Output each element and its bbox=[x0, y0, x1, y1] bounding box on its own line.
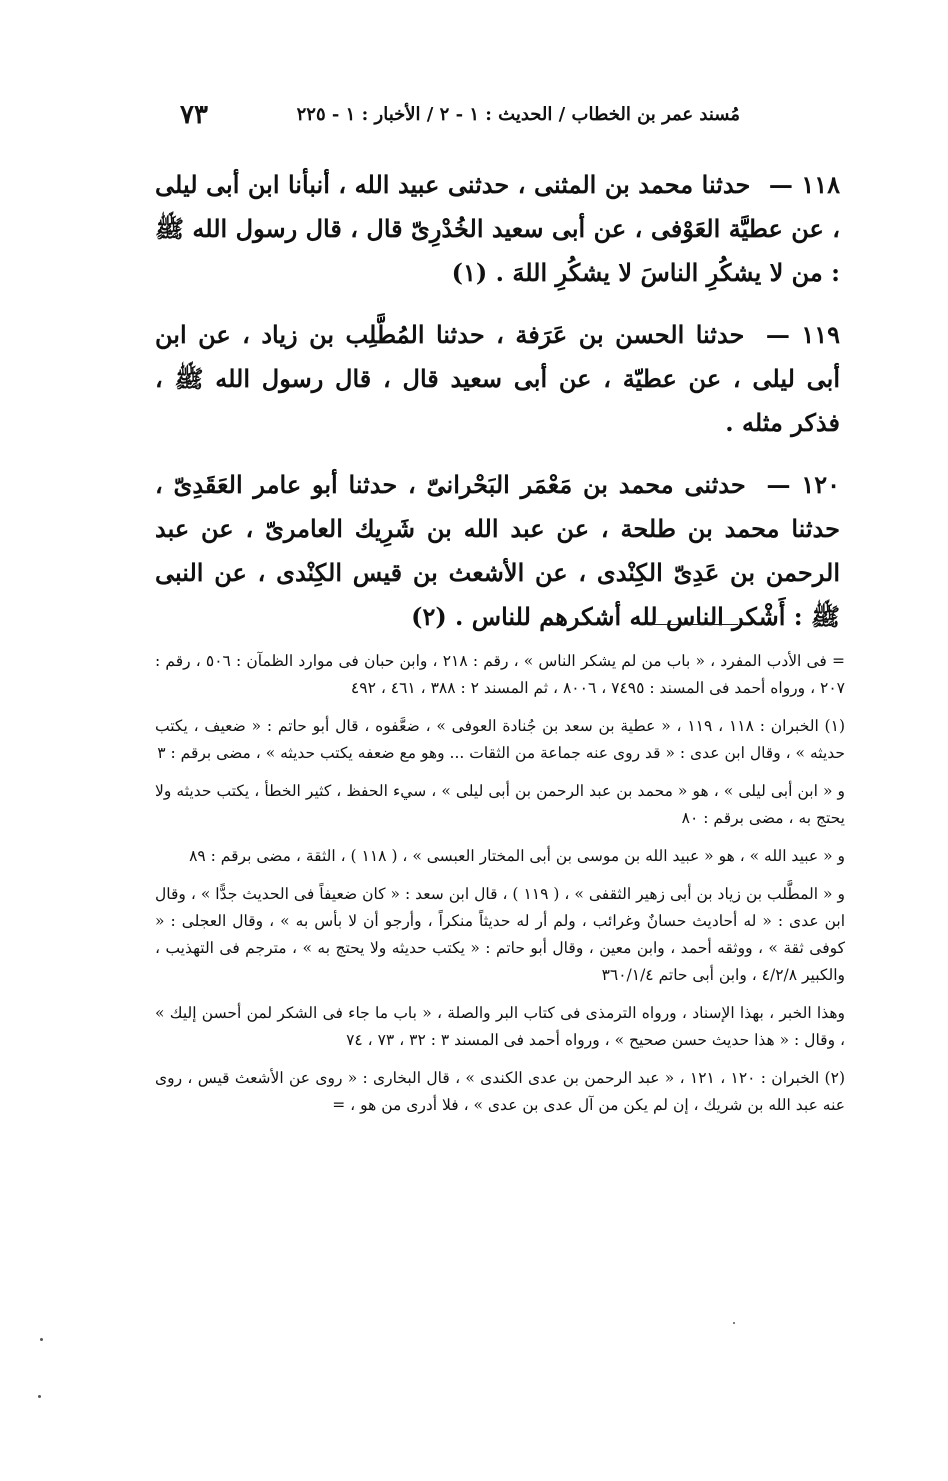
hadith-number: ١١٨ — bbox=[768, 170, 840, 199]
scan-speck bbox=[38, 1395, 41, 1398]
footnote-continuation: = فى الأدب المفرد ، « باب من لم يشكر الناس » ، رقم : ٢١٨ ، وابن حبان فى موارد الظمآن : ٥٠٦ ، رقم : ٢٠٧ ، ورواه أحمد فى المسند : ٧٤٩٥ ، ٨٠٠٦ ، ثم المسند ٢ : ٣٨٨ ، ٤٦١ ، ٤٩٢ bbox=[155, 652, 845, 697]
footnotes bbox=[155, 648, 845, 1130]
footnote-separator bbox=[650, 624, 738, 625]
footnote-1-tirmidhi: وهذا الخبر ، بهذا الإسناد ، ورواه الترمذى فى كتاب البر والصلة ، « باب ما جاء فى الشكر لمن أحسن إليك » ، وقال : « هذا حديث حسن صحيح » ، ورواه أحمد فى المسند ٣ : ٣٢ ، ٧٣ ، ٧٤ bbox=[155, 1004, 845, 1049]
footnote-1-muttalib: و « المطَّلب بن زياد بن أبى زهير الثقفى » ، ( ١١٩ ) ، قال ابن سعد : « كان ضعيفاً فى الحديث جدًّا » ، وقال ابن عدى : « له أحاديث حسانٌ وغرائب ، ولم أر له حديثاً منكراً ، وأرجو أن لا بأس به » ، وقال العجلى : « كوفى ثقة » ، ووثقه أحمد ، وابن معين ، وقال أبو حاتم : « يكتب حديثه ولا يحتج به » ، مترجم فى التهذيب ، والكبير ٤/٢/٨ ، وابن أبى حاتم ٣٦٠/١/٤ bbox=[155, 885, 845, 984]
scan-speck bbox=[40, 1338, 43, 1341]
hadith-118 bbox=[155, 163, 840, 295]
hadith-number: ١١٩ — bbox=[765, 320, 840, 349]
footnote-1-ubaydullah: و « عبيد الله » ، هو « عبيد الله بن موسى بن أبى المختار العبسى » ، ( ١١٨ ) ، الثقة ، مضى برقم : ٨٩ bbox=[189, 847, 845, 865]
page-header bbox=[180, 100, 740, 140]
hadith-text: حدثنا الحسن بن عَرَفة ، حدثنا المُطَّلِب بن زياد ، عن ابن أبى ليلى ، عن عطيّة ، عن أبى سعيد قال ، قال رسول الله ﷺ ، فذكر مثله . bbox=[155, 320, 840, 437]
hadith-text-body bbox=[155, 163, 840, 657]
scan-speck bbox=[733, 1322, 735, 1324]
footnote-2: (٢) الخبران : ١٢٠ ، ١٢١ ، « عبد الرحمن بن عدى الكندى » ، قال البخارى : « روى عن الأشعث قيس ، روى عنه عبد الله بن شريك ، إن لم يكن من آل عدى بن عدى » ، فلا أدرى من هو ، = bbox=[155, 1069, 845, 1114]
hadith-text: حدثنا محمد بن المثنى ، حدثنى عبيد الله ، أنبأنا ابن أبى ليلى ، عن عطيَّة العَوْفى ، عن أبى سعيد الخُدْرِىّ قال ، قال رسول الله ﷺ : من لا يشكُرِ الناسَ لا يشكُرِ اللهَ . (١) bbox=[155, 170, 840, 287]
footnote-1: (١) الخبران : ١١٨ ، ١١٩ ، « عطية بن سعد بن جُنادة العوفى » ، ضعَّفوه ، قال أبو حاتم : « ضعيف ، يكتب حديثه » ، وقال ابن عدى : « قد روى عنه جماعة من الثقات ... وهو مع ضعفه يكتب حديثه » ، مضى برقم : ٣ bbox=[155, 717, 845, 762]
hadith-number: ١٢٠ — bbox=[766, 470, 841, 499]
page-number: ٧٣ bbox=[180, 100, 208, 130]
hadith-text: حدثنى محمد بن مَعْمَر البَحْرانىّ ، حدثنا أبو عامر العَقَدِىّ ، حدثنا محمد بن طلحة ، عن عبد الله بن شَرِيك العامرىّ ، عن عبد الرحمن بن عَدِىّ الكِنْدى ، عن الأشعث بن قيس الكِنْدى ، عن النبى ﷺ : أَشْكر الناس لله أشكرهم للناس . (٢) bbox=[155, 470, 840, 631]
footnote-1-ibn-abi-layla: و « ابن أبى ليلى » ، هو « محمد بن عبد الرحمن بن أبى ليلى » ، سيء الحفظ ، كثير الخطأ ، يكتب حديثه ولا يحتج به ، مضى برقم : ٨٠ bbox=[155, 782, 845, 827]
hadith-120 bbox=[155, 463, 840, 639]
running-title: مُسند عمر بن الخطاب / الحديث : ١ - ٢ / الأخبار : ١ - ٢٢٥ bbox=[296, 104, 740, 125]
hadith-119 bbox=[155, 313, 840, 445]
